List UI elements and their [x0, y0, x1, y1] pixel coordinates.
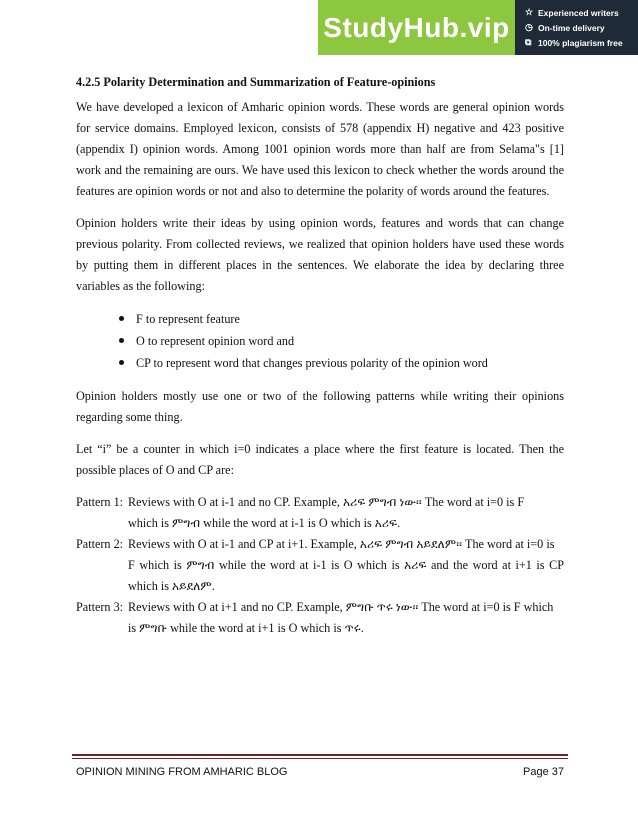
pattern-label: Pattern 1:	[76, 495, 124, 509]
paragraph-counter: Let “i” be a counter in which i=0 indicates a place where the first feature is located. Then the possible places of O and CP are:	[76, 442, 564, 477]
feature-label: Experienced writers	[538, 7, 619, 18]
clock-icon: ◷	[525, 22, 533, 32]
feature-label: 100% plagiarism free	[538, 37, 623, 48]
variable-list	[76, 308, 564, 374]
pattern-text	[128, 597, 564, 639]
pattern-text	[128, 492, 564, 534]
pattern-list	[76, 492, 564, 639]
pattern-continuation: F which is ምግብ while the word at i-1 is O which is አሪፍ and the word at i+1 is CP which is አይደለም.	[128, 558, 564, 593]
paragraph-lexicon: We have developed a lexicon of Amharic opinion words. These words are general opinion words for service domains. Employed lexicon, consists of 578 (appendix H) negative and 423 positive (appendix I) opinion words. Among 1001 opinion words more than half are from Selama"s [1] work and the remaining are ours. We have used this lexicon to check whether the words around the features are opinion words or not and also to determine the polarity of words around the features.	[76, 100, 564, 198]
section-heading: 4.2.5 Polarity Determination and Summarization of Feature-opinions	[76, 75, 436, 89]
pattern-first-line: Reviews with O at i-1 and CP at i+1. Example, አሪፍ ምግብ አይደለም፡፡ The word at i=0 is	[128, 537, 555, 551]
studyhub-logo[interactable]: StudyHub.vip	[318, 0, 515, 55]
feature-on-time	[525, 20, 638, 35]
page-footer	[76, 766, 564, 778]
list-item: F to represent feature	[116, 308, 564, 330]
document-body	[76, 72, 564, 639]
pattern-1	[76, 492, 564, 534]
paragraph-patterns-intro: Opinion holders mostly use one or two of the following patterns while writing their opinions regarding some thing.	[76, 389, 564, 424]
pattern-label: Pattern 2:	[76, 537, 124, 551]
pattern-2	[76, 534, 564, 597]
paragraph-opinion-holders: Opinion holders write their ideas by using opinion words, features and words that can change previous polarity. From collected reviews, we realized that opinion holders have used these words by putting them in different places in the sentences. We elaborate the idea by declaring three variables as the following:	[76, 216, 564, 293]
pattern-continuation: is ምግቡ while the word at i+1 is O which is ጥሩ.	[128, 621, 364, 635]
pattern-label: Pattern 3:	[76, 600, 124, 614]
feature-experienced	[525, 5, 638, 20]
footer-rule	[72, 754, 568, 756]
feature-plagiarism	[525, 35, 638, 50]
pattern-first-line: Reviews with O at i-1 and no CP. Example, አሪፍ ምግብ ነው፡፡ The word at i=0 is F	[128, 495, 525, 509]
feature-label: On-time delivery	[538, 22, 605, 33]
pattern-continuation: which is ምግብ while the word at i-1 is O which is አሪፍ.	[128, 516, 401, 530]
list-item: CP to represent word that changes previous polarity of the opinion word	[116, 352, 564, 374]
list-item: O to represent opinion word and	[116, 330, 564, 352]
studyhub-banner[interactable]	[318, 0, 638, 55]
star-icon: ☆	[525, 7, 534, 17]
banner-features	[515, 0, 638, 55]
footer-rule	[72, 758, 568, 759]
pattern-3	[76, 597, 564, 639]
footer-title: OPINION MINING FROM AMHARIC BLOG	[76, 766, 288, 778]
copy-icon: ⧉	[525, 37, 532, 47]
page-number: Page 37	[523, 766, 564, 778]
pattern-text	[128, 534, 564, 597]
pattern-first-line: Reviews with O at i+1 and no CP. Example, ምግቡ ጥሩ ነው፡፡ The word at i=0 is F which	[128, 600, 554, 614]
